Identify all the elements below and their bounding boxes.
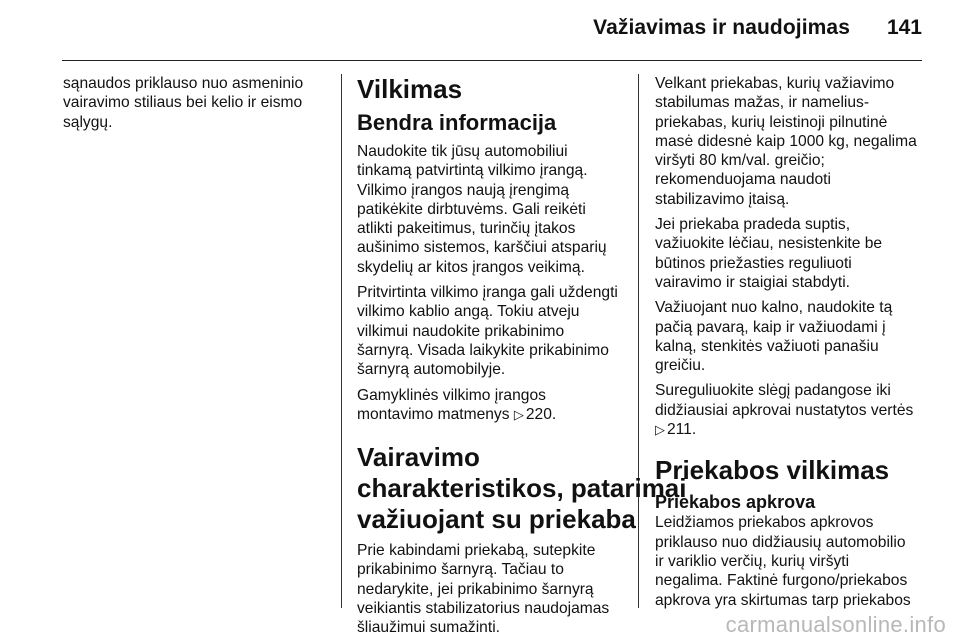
text-line: Pritvirtinta vilkimo įranga gali uždengti	[357, 284, 618, 302]
text-line: Naudokite tik jūsų automobiliui	[357, 143, 568, 160]
text-line: apkrova yra skirtumas tarp priekabos	[655, 591, 911, 609]
text-line: sąnaudos priklauso nuo asmeninio	[63, 75, 304, 92]
paragraph-trailer-load	[655, 513, 925, 609]
text-line: būtinos priežasties reguliuoti	[655, 254, 852, 272]
text-line: Gamyklinės vilkimo įrangos	[357, 386, 546, 404]
text-line: vairavimo stiliaus bei kelio ir eismo	[63, 94, 303, 112]
heading-general-info: Bendra informacija	[357, 110, 557, 135]
page-ref-icon: ▷	[513, 406, 524, 422]
text-line: stabilizavimo įtaisą.	[655, 190, 790, 208]
page-ref-link[interactable]: 220.	[525, 405, 557, 423]
text-line: šarnyrą automobilyje.	[357, 361, 506, 379]
heading-line: važiuojant su priekaba	[357, 504, 636, 535]
heading-line: Vairavimo	[357, 442, 480, 473]
text-line: masė didesnė kaip 1000 kg, negalima	[655, 132, 917, 150]
heading-line: charakteristikos, patarimai	[357, 473, 687, 504]
text-line: šliaužimui sumažinti.	[357, 619, 500, 637]
text-line: pačią pavarą, kaip ir važiuodami į	[655, 318, 886, 336]
text-line: šarnyrą. Visada laikykite prikabinimo	[357, 341, 609, 359]
text-line: Važiuojant nuo kalno, naudokite tą	[655, 299, 893, 317]
paragraph-dimensions	[357, 386, 627, 425]
paragraph-equipment	[357, 142, 627, 277]
text-line: aušinimo sistemos, karščiui atsparių	[357, 239, 607, 257]
column-left	[63, 74, 331, 138]
text-line: skydelių ar kitos įrangos veikimą.	[357, 258, 585, 276]
paragraph-lubricate	[357, 541, 627, 637]
text-line: Jei priekaba pradeda suptis,	[655, 216, 851, 234]
text-line: Prie kabindami priekabą, sutepkite	[357, 542, 596, 560]
paragraph-consumption	[63, 74, 331, 132]
text-line-with-ref	[357, 405, 627, 424]
text-line: patikėkite dirbtuvėms. Gali reikėti	[357, 200, 586, 218]
paragraph-hitch	[357, 283, 627, 379]
heading-trailer-towing: Priekabos vilkimas	[655, 455, 890, 486]
text-line: prikabinimo šarnyrą. Tačiau to	[357, 561, 564, 579]
text-line: didžiausiai apkrovai nustatytos vertės	[655, 401, 914, 419]
text-line-with-ref	[655, 420, 925, 439]
heading-driving-characteristics	[357, 442, 687, 535]
text-line: priklauso nuo didžiausių automobilio	[655, 533, 906, 551]
section-title: Važiavimas ir naudojimas	[593, 16, 850, 39]
column-right	[655, 74, 925, 616]
text-line: rekomenduojama naudoti	[655, 171, 831, 189]
watermark: carmanualsonline.info	[725, 612, 946, 637]
text-line: atlikti pakeitimus, turinčių įtakos	[357, 220, 576, 238]
heading-towing: Vilkimas	[357, 74, 463, 104]
text-line: nedarykite, jei prikabinimo šarnyrą	[357, 580, 594, 598]
text-line: vilkimui naudokite prikabinimo	[357, 322, 565, 340]
text-fragment: montavimo matmenys	[357, 405, 510, 423]
text-line: tinkamą patvirtintą vilkimo įrangą.	[357, 162, 588, 180]
page-number: 141	[886, 16, 922, 39]
text-line: priekabas, kurių leistinoji pilnutinė	[655, 113, 888, 131]
page-ref-icon: ▷	[655, 422, 665, 438]
page-ref-link[interactable]: 211.	[667, 421, 697, 439]
text-line: Leidžiamos priekabos apkrovos	[655, 514, 874, 532]
text-line: Velkant priekabas, kurių važiavimo	[655, 75, 895, 92]
text-line: vairavimo ir staigiai stabdyti.	[655, 273, 850, 291]
paragraph-downhill	[655, 298, 925, 375]
text-line: greičiu.	[655, 357, 706, 375]
text-line: sąlygų.	[63, 113, 113, 131]
text-line: Vilkimo įrangos naują įrengimą	[357, 181, 570, 199]
text-line: kalną, stenkitės važiuoti panašiu	[655, 337, 879, 355]
text-line: Sureguliuokite slėgį padangose iki	[655, 382, 891, 400]
page-header	[0, 0, 960, 62]
text-line: ir variklio verčių, kurių viršyti	[655, 552, 850, 570]
header-rule	[62, 60, 922, 61]
paragraph-sway	[655, 215, 925, 292]
text-line: vilkimo kablio angą. Tokiu atveju	[357, 303, 580, 321]
column-divider-left	[341, 74, 342, 608]
text-line: važiuokite lėčiau, nesistenkite be	[655, 235, 883, 253]
paragraph-tyre-pressure	[655, 381, 925, 439]
text-line: viršyti 80 km/val. greičio;	[655, 152, 825, 170]
heading-trailer-load: Priekabos apkrova	[655, 492, 816, 513]
column-divider-right	[638, 74, 639, 608]
text-line: negalima. Faktinė furgono/priekabos	[655, 572, 908, 590]
text-line: stabilumas mažas, ir namelius-	[655, 94, 870, 112]
text-line: veikiantis stabilizatorius naudojamas	[357, 600, 610, 618]
paragraph-speed-limit	[655, 74, 925, 209]
